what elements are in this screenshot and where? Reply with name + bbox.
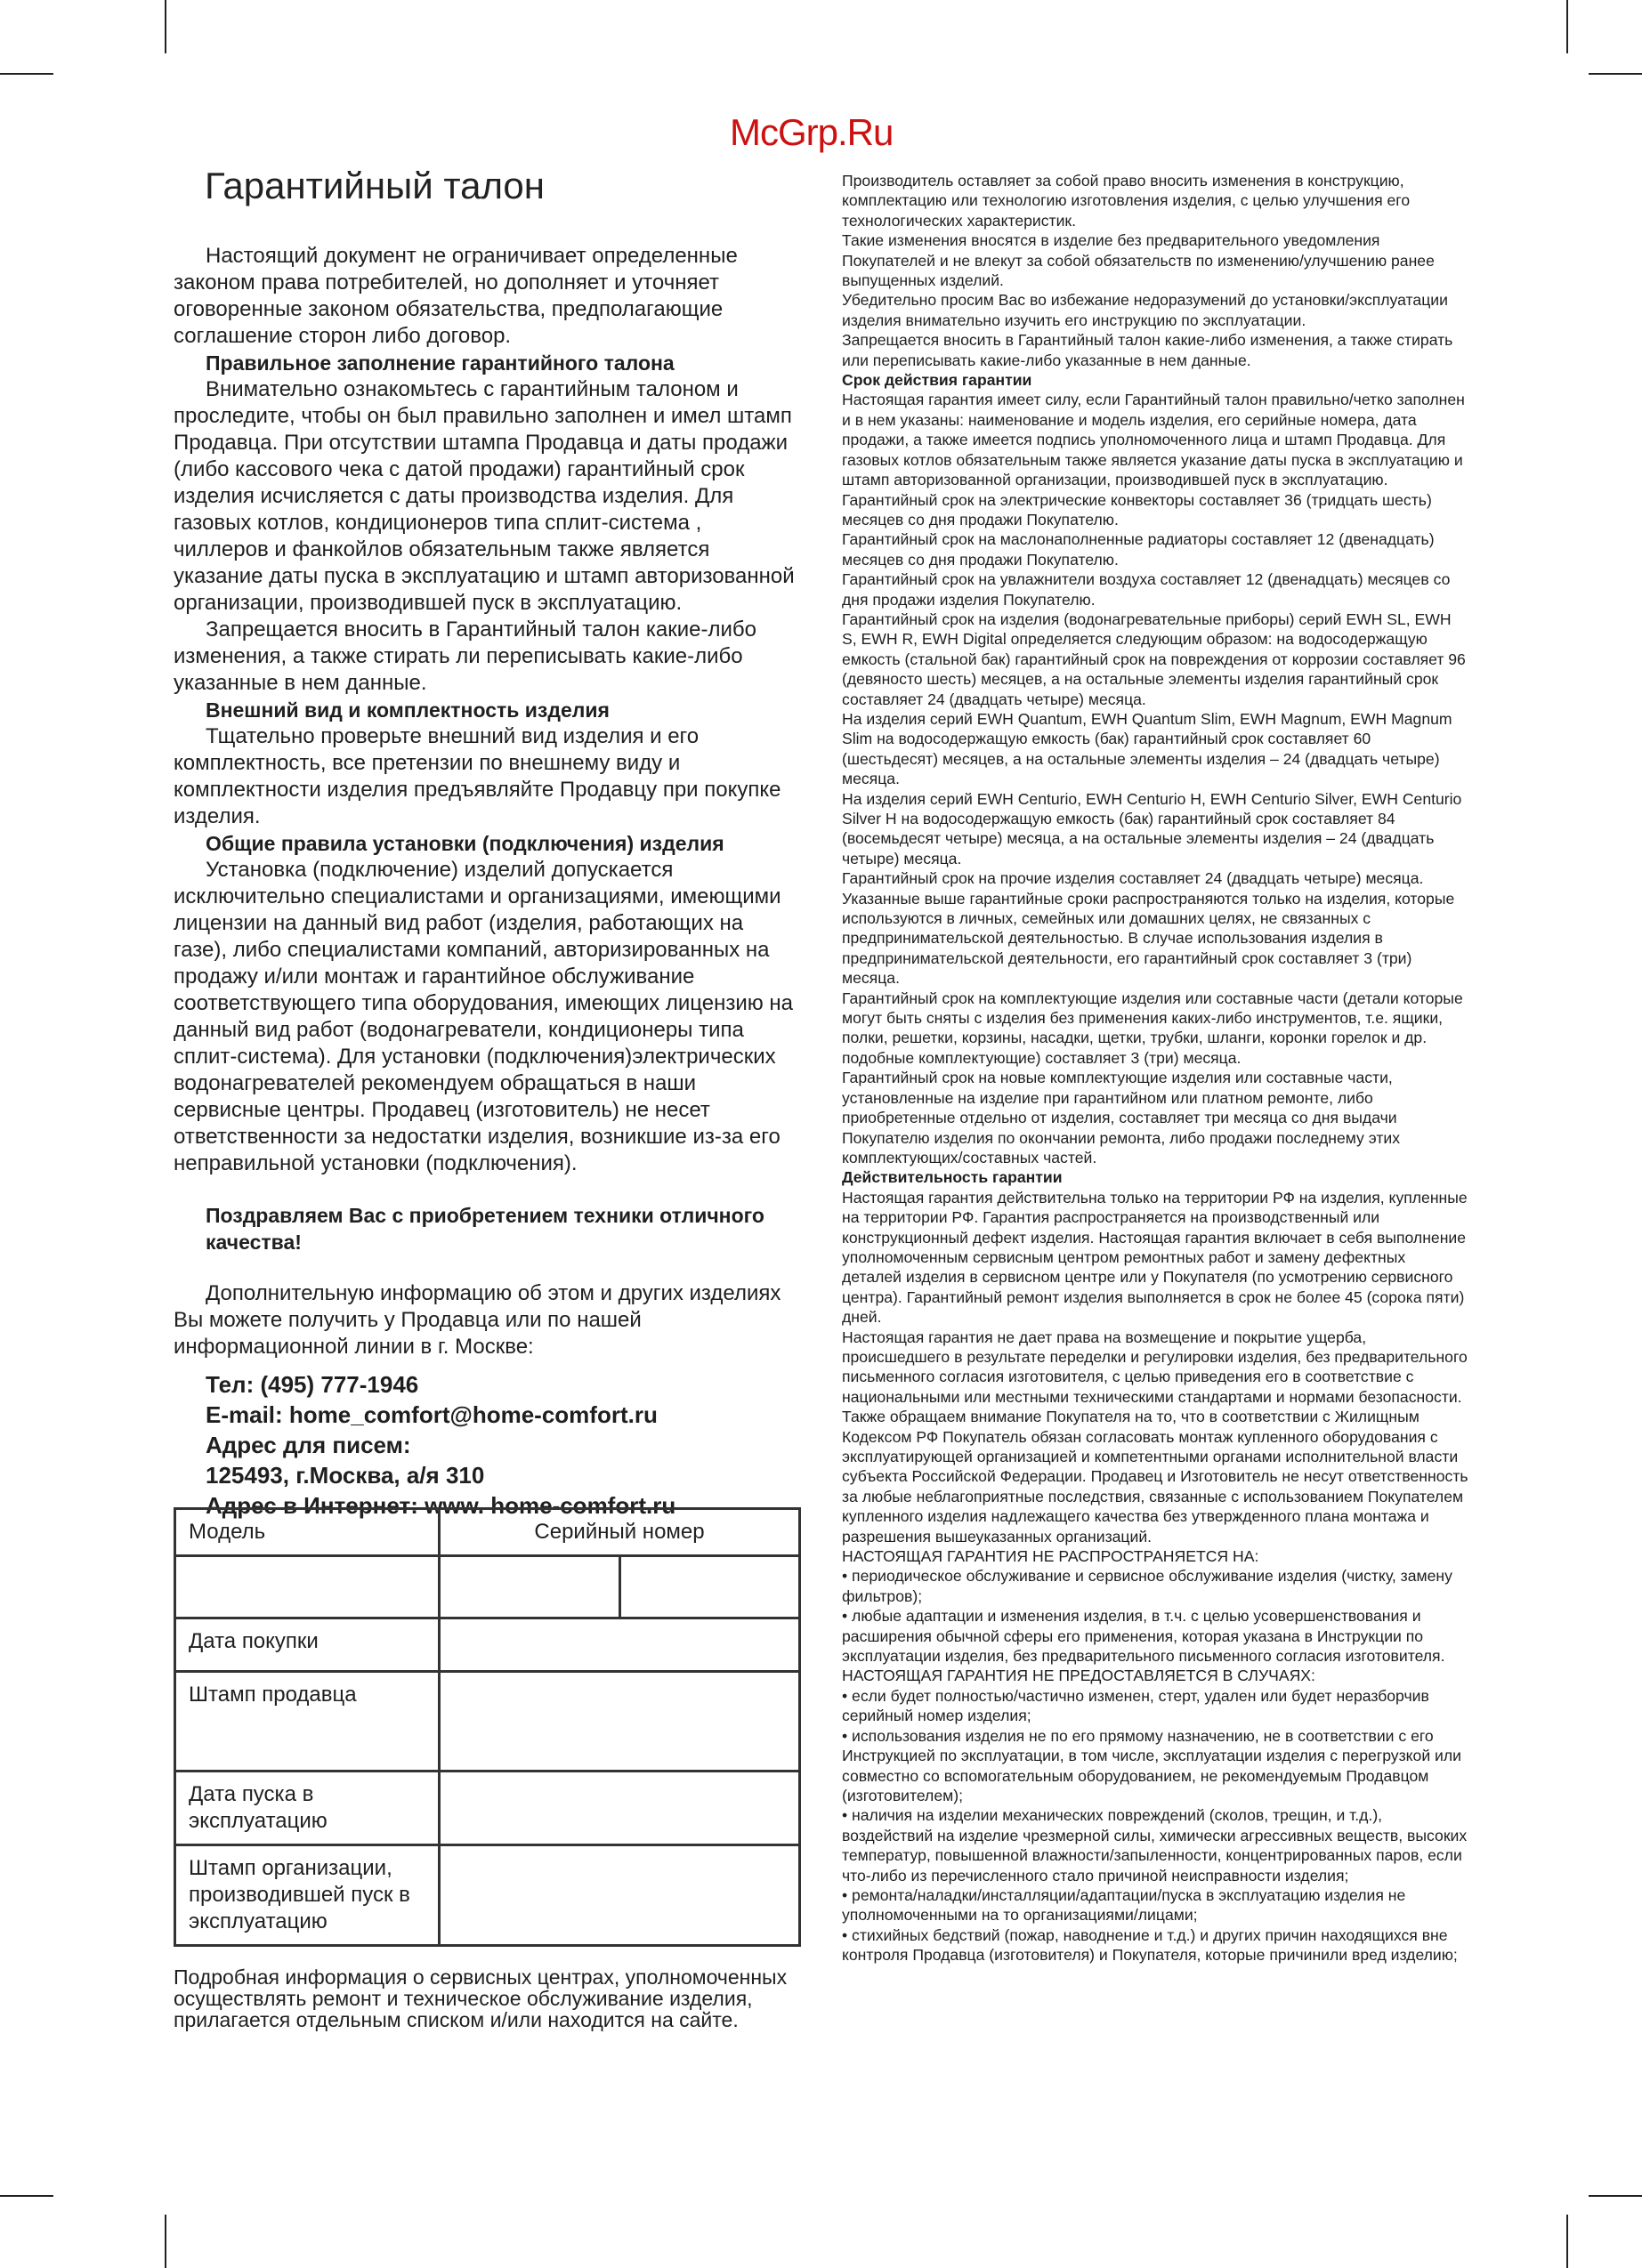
crop-mark (0, 2195, 53, 2197)
paragraph: Запрещается вносить в Гарантийный талон какие-либо изменения, а также стирать или переписывать какие-либо указанные в нем данные. (842, 331, 1453, 369)
watermark: McGrp.Ru (730, 111, 894, 153)
crop-mark (165, 0, 166, 53)
crop-mark (1589, 2195, 1642, 2197)
footnote: Подробная информация о сервисных центрах, уполномоченных осуществлять ремонт и техническое обслуживание изделия, прилагается отдельным списком и/или находится на сайте. (174, 1965, 788, 2031)
crop-mark (0, 73, 53, 75)
congrats-text: Поздравляем Вас с приобретением техники отличного качества! (206, 1204, 764, 1254)
address-label: Адрес для писем: (206, 1432, 411, 1458)
info-paragraph: Дополнительную информацию об этом и других изделиях Вы можете получить у Продавца или по нашей информационной линии в г. Москве: (174, 1281, 781, 1359)
paragraph: На изделия серий EWH Quantum, EWH Quantum Slim, EWH Magnum, EWH Magnum Slim на водосодержащую емкость (бак) гарантийный срок составляет 60 (шестьдесят) месяцев, а на остальные элементы изделия – 24 (двадцать четыре) месяца. (842, 709, 1452, 788)
start-date-label: Дата пуска в эксплуатацию (175, 1772, 440, 1845)
paragraph: НАСТОЯЩАЯ ГАРАНТИЯ НЕ РАСПРОСТРАНЯЕТСЯ НА: (842, 1547, 1259, 1566)
website: Адрес в Интернет: www. home-comfort.ru (206, 1492, 676, 1519)
paragraph: • если будет полностью/частично изменен, стерт, удален или будет неразборчив серийный номер изделия; (842, 1686, 1429, 1725)
crop-mark (1566, 2215, 1568, 2268)
seller-stamp-cell (440, 1672, 800, 1772)
address: 125493, г.Москва, а/я 310 (206, 1462, 485, 1489)
paragraph: Гарантийный срок на увлажнители воздуха составляет 12 (двенадцать) месяцев со дня продажи изделия Покупателю. (842, 570, 1451, 609)
section-heading: Внешний вид и комплектность изделия (206, 698, 610, 722)
purchase-date-cell (440, 1618, 800, 1672)
right-column (842, 171, 1469, 1965)
model-value-cell (175, 1556, 440, 1618)
paragraph: Внимательно ознакомьтесь с гарантийным талоном и проследите, чтобы он был правильно заполнен и имел штамп Продавца. При отсутствии штампа Продавца и даты продажи (либо кассового чека с датой продажи) гарантийный срок изделия исчисляется с даты производства изделия. Для газовых котлов, кондиционеров типа сплит-система , чиллеров и фанкойлов обязательным также является указание даты пуска в эксплуатацию и штамп авторизованной организации, производившей пуск в эксплуатацию. (174, 377, 795, 615)
paragraph: Указанные выше гарантийные сроки распространяются только на изделия, которые используются в личных, семейных или домашних целях, не связанных с предпринимательской деятельностью. В случае использования изделия в предпринимательской деятельности, его гарантийный срок составляет 3 (три) месяца. (842, 889, 1455, 988)
paragraph: Гарантийный срок на маслонаполненные радиаторы составляет 12 (двенадцать) месяцев со дня продажи Покупателю. (842, 530, 1435, 569)
paragraph: Настоящая гарантия действительна только на территории РФ на изделия, купленные на территории РФ. Гарантия распространяется на производственный или конструкционный дефект изделия. Настоящая гарантия включает в себя выполнение уполномоченным сервисным центром ремонтных работ и замену дефектных деталей изделия в сервисном центре или у Покупателя (по усмотрению сервисного центра). Гарантийный ремонт изделия выполняется в срок не более 45 (сорока пяти) дней. (842, 1188, 1468, 1327)
paragraph: Гарантийный срок на прочие изделия составляет 24 (двадцать четыре) месяца. (842, 869, 1424, 888)
paragraph: На изделия серий EWH Centurio, EWH Centurio H, EWH Centurio Silver, EWH Centurio Silver H на водосодержащую емкость (бак) гарантийный срок составляет 84 (восемьдесят четыре) месяца, а на остальные элементы изделия – 24 (двадцать четыре) месяца. (842, 789, 1462, 868)
paragraph: НАСТОЯЩАЯ ГАРАНТИЯ НЕ ПРЕДОСТАВЛЯЕТСЯ В СЛУЧАЯХ: (842, 1667, 1315, 1685)
paragraph: Такие изменения вносятся в изделие без предварительного уведомления Покупателей и не влекут за собой обязательств по изменению/улучшению ранее выпущенных изделий. (842, 231, 1435, 290)
left-column (174, 165, 797, 1521)
org-stamp-cell (440, 1845, 800, 1946)
phone: Тел: (495) 777-1946 (206, 1371, 419, 1398)
paragraph: Гарантийный срок на комплектующие изделия или составные части (детали которые могут быть сняты с изделия без применения каких-либо инструментов, т.е. ящики, полки, решетки, корзины, насадки, щетки, трубки, шланги, коронки горелок и др. подобные комплектующие) составляет 3 (три) месяца. (842, 989, 1463, 1067)
purchase-date-label: Дата покупки (175, 1618, 440, 1672)
model-label: Модель (175, 1509, 440, 1556)
paragraph: Настоящая гарантия не дает права на возмещение и покрытие ущерба, происшедшего в результате переделки и регулировки изделия, без предварительного письменного согласия изготовителя, с целью приведения его в соответствие с национальными или местными техническими стандартами и нормами безопасности. Также обращаем внимание Покупателя на то, что в соответствии с Жилищным Кодексом РФ Покупатель обязан согласовать монтаж купленного оборудования с эксплуатирующей организацией и компетентными органами исполнительной власти субъекта Российской Федерации. Продавец и Изготовитель не несут ответственность за любые неблагоприятные последствия, связанные с использованием Покупателем купленного изделия надлежащего качества без утвержденного плана монтажа и разрешения вышеуказанных организаций. (842, 1328, 1468, 1546)
paragraph: Гарантийный срок на изделия (водонагревательные приборы) серий EWH SL, EWH S, EWH R, EWH Digital определяется следующим образом: на водосодержащую емкость (стальной бак) гарантийный срок на повреждения от коррозии составляет 96 (девяносто шесть) месяцев, а на остальные элементы изделия гарантийный срок составляет 24 (двадцать четыре) месяца. (842, 609, 1466, 708)
section-heading: Действительность гарантии (842, 1168, 1063, 1187)
page-title: Гарантийный талон (205, 165, 545, 206)
paragraph: • ремонта/наладки/инсталляции/адаптации/пуска в эксплуатацию изделия не уполномоченными на то организациями/лицами; (842, 1885, 1406, 1925)
section-heading: Правильное заполнение гарантийного талона (206, 351, 675, 375)
org-stamp-label: Штамп организации, производившей пуск в эксплуатацию (175, 1845, 440, 1946)
paragraph: Убедительно просим Вас во избежание недоразумений до установки/эксплуатации изделия внимательно изучить его инструкцию по эксплуатации. (842, 291, 1448, 329)
paragraph: Тщательно проверьте внешний вид изделия и его комплектность, все претензии по внешнему виду и комплектности изделия предъявляйте Продавцу при покупке изделия. (174, 724, 781, 828)
seller-stamp-label: Штамп продавца (175, 1672, 440, 1772)
paragraph: Запрещается вносить в Гарантийный талон какие-либо изменения, а также стирать ли переписывать какие-либо указанные в нем данные. (174, 617, 756, 695)
serial-label: Серийный номер (440, 1509, 800, 1556)
paragraph: • периодическое обслуживание и сервисное обслуживание изделия (чистку, замену фильтров); (842, 1567, 1452, 1605)
crop-mark (165, 2215, 166, 2268)
crop-mark (1589, 73, 1642, 75)
intro-paragraph: Настоящий документ не ограничивает определенные законом права потребителей, но дополняет и уточняет оговоренные законом обязательства, предполагающие соглашение сторон либо договор. (174, 244, 738, 348)
paragraph: Настоящая гарантия имеет силу, если Гарантийный талон правильно/четко заполнен и в нем указаны: наименование и модель изделия, его серийные номера, дата продажи, а также имеется подпись уполномоченного лица и штамп Продавца. Для газовых котлов обязательным также является указание даты пуска в эксплуатацию и штамп авторизованной организации, производившей пуск в эксплуатацию. (842, 391, 1465, 489)
paragraph: • наличия на изделии механических повреждений (сколов, трещин, и т.д.), воздействий на изделие чрезмерной силы, химически агрессивных веществ, высоких температур, повышенной влажности/запыленности, концентрированных паров, если что-либо из перечисленного стало причиной неисправности изделия; (842, 1806, 1468, 1885)
paragraph: • любые адаптации и изменения изделия, в т.ч. с целью усовершенствования и расширения обычной сферы его применения, которая указана в Инструкции по эксплуатации изделия, без предварительного письменного согласия изготовителя. (842, 1607, 1445, 1666)
contacts-block (206, 1369, 797, 1521)
paragraph: Производитель оставляет за собой право вносить изменения в конструкцию, комплектацию или технологию изготовления изделия, с целью улучшения его технологических характеристик. (842, 172, 1411, 230)
paragraph: Гарантийный срок на электрические конвекторы составляет 36 (тридцать шесть) месяцев со дня продажи Покупателю. (842, 490, 1432, 529)
email: E-mail: home_comfort@home-comfort.ru (206, 1401, 658, 1428)
paragraph: • использования изделия не по его прямому назначению, не в соответствии с его Инструкцией по эксплуатации, в том числе, эксплуатации изделия с перегрузкой или совместно со вспомогательным оборудованием, не рекомендуемым Продавцом (изготовителем); (842, 1726, 1461, 1804)
paragraph: • стихийных бедствий (пожар, наводнение и т.д.) и других причин находящихся вне контроля Продавца (изготовителя) и Покупателя, которые причинили вред изделию; (842, 1925, 1458, 1965)
section-heading: Срок действия гарантии (842, 371, 1032, 390)
serial-value-cell (440, 1556, 620, 1618)
start-date-cell (440, 1772, 800, 1845)
paragraph: Гарантийный срок на новые комплектующие изделия или составные части, установленные на изделие при гарантийном или платном ремонте, либо приобретенные отдельно от изделия, составляет три месяца со дня выдачи Покупателю изделия по окончании ремонта, либо продажи последнему этих комплектующих/составных частей. (842, 1069, 1400, 1166)
crop-mark (1566, 0, 1568, 53)
warranty-card-table (174, 1507, 801, 1947)
section-heading: Общие правила установки (подключения) изделия (206, 832, 724, 855)
paragraph: Установка (подключение) изделий допускается исключительно специалистами и организациями, имеющими лицензии на данный вид работ (изделия, работающих на газе), либо специалистами компаний, авторизированных на продажу и/или монтаж и гарантийное обслуживание соответствующего типа оборудования, имеющих лицензию на данный вид работ (водонагреватели, кондиционеры типа сплит-система). Для установки (подключения)электрических водонагревателей рекомендуем обращаться в наши сервисные центры. Продавец (изготовитель) не несет ответственности за недостатки изделия, возникшие из-за его неправильной установки (подключения). (174, 858, 794, 1175)
serial-value-cell (620, 1556, 800, 1618)
